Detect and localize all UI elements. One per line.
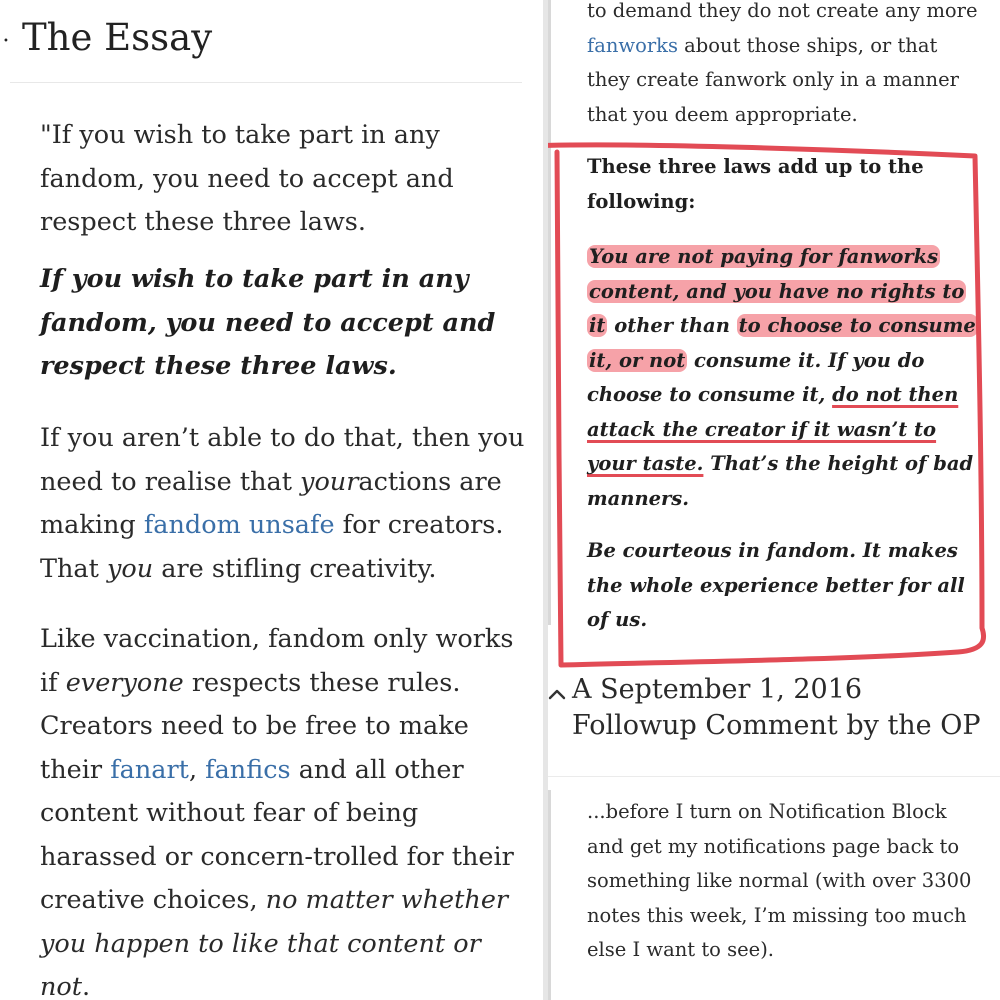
followup-block (587, 795, 982, 968)
fanfics-link[interactable]: fanfics (205, 754, 291, 785)
highlighted-quote: You are not paying for fanworks content, and you have no rights to it other than to choose to consume it, or not consume it. If you do choose to consume it, do not then attack the creator if it wasn’t to your taste. That’s the height of bad manners. (587, 245, 976, 510)
essay-paragraph-2-emphasis: If you wish to take part in any fandom, you need to accept and respect these three laws. (40, 264, 496, 381)
fanworks-link[interactable]: fanworks (587, 33, 678, 57)
courteous-block (587, 534, 982, 638)
fanart-link[interactable]: fanart (110, 754, 189, 785)
quote-continuation (587, 0, 982, 132)
fandom-unsafe-link[interactable]: fandom unsafe (143, 510, 335, 540)
followup-quote-bar (548, 790, 551, 1000)
underline-attack: do not then attack the creator if it wasn’t to your taste. (587, 383, 959, 475)
section-divider (548, 776, 1000, 777)
title-divider (10, 82, 522, 83)
chevron-up-icon[interactable] (548, 688, 566, 700)
quote-bar (548, 0, 551, 625)
right-article-panel (548, 0, 1000, 1000)
essay-paragraph-1: "If you wish to take part in any fandom, you need to accept and respect these three laws. (40, 120, 454, 237)
followup-paragraph: ...before I turn on Notification Block and get my notifications page back to something like normal (with over 3300 notes this week, I’m missing too much else I want to see). (587, 800, 972, 961)
highlight-rights: You are not paying for fanworks content, and you have no rights to it (589, 245, 965, 337)
quote-top-paragraph: to demand they do not create any more fanworks about those ships, or that they create fanwork only in a manner that you deem appropriate. (587, 0, 978, 126)
laws-summary-block (587, 150, 982, 219)
courteous-paragraph: Be courteous in fandom. It makes the whole experience better for all of us. (587, 539, 965, 631)
highlighted-quote-block (587, 240, 982, 516)
bullet-mark: • (3, 36, 9, 47)
essay-paragraph-3: If you aren’t able to do that, then you need to realise that youractions are making fandom unsafe for creators. That you are stifling creativity. (40, 423, 525, 584)
highlight-choose: to choose to consume it, or not (589, 314, 976, 372)
essay-paragraph-4: Like vaccination, fandom only works if everyone respects these rules. Creators need to be free to make their fanart, fanfics and all other content without fear of being harassed or concern-trolled for their creative choices, no matter whether you happen to like that content or not. (40, 624, 514, 1000)
essay-title: The Essay (22, 16, 213, 59)
laws-intro: These three laws add up to the following: (587, 155, 924, 213)
followup-heading: A September 1, 2016 Followup Comment by the OP (572, 674, 981, 741)
